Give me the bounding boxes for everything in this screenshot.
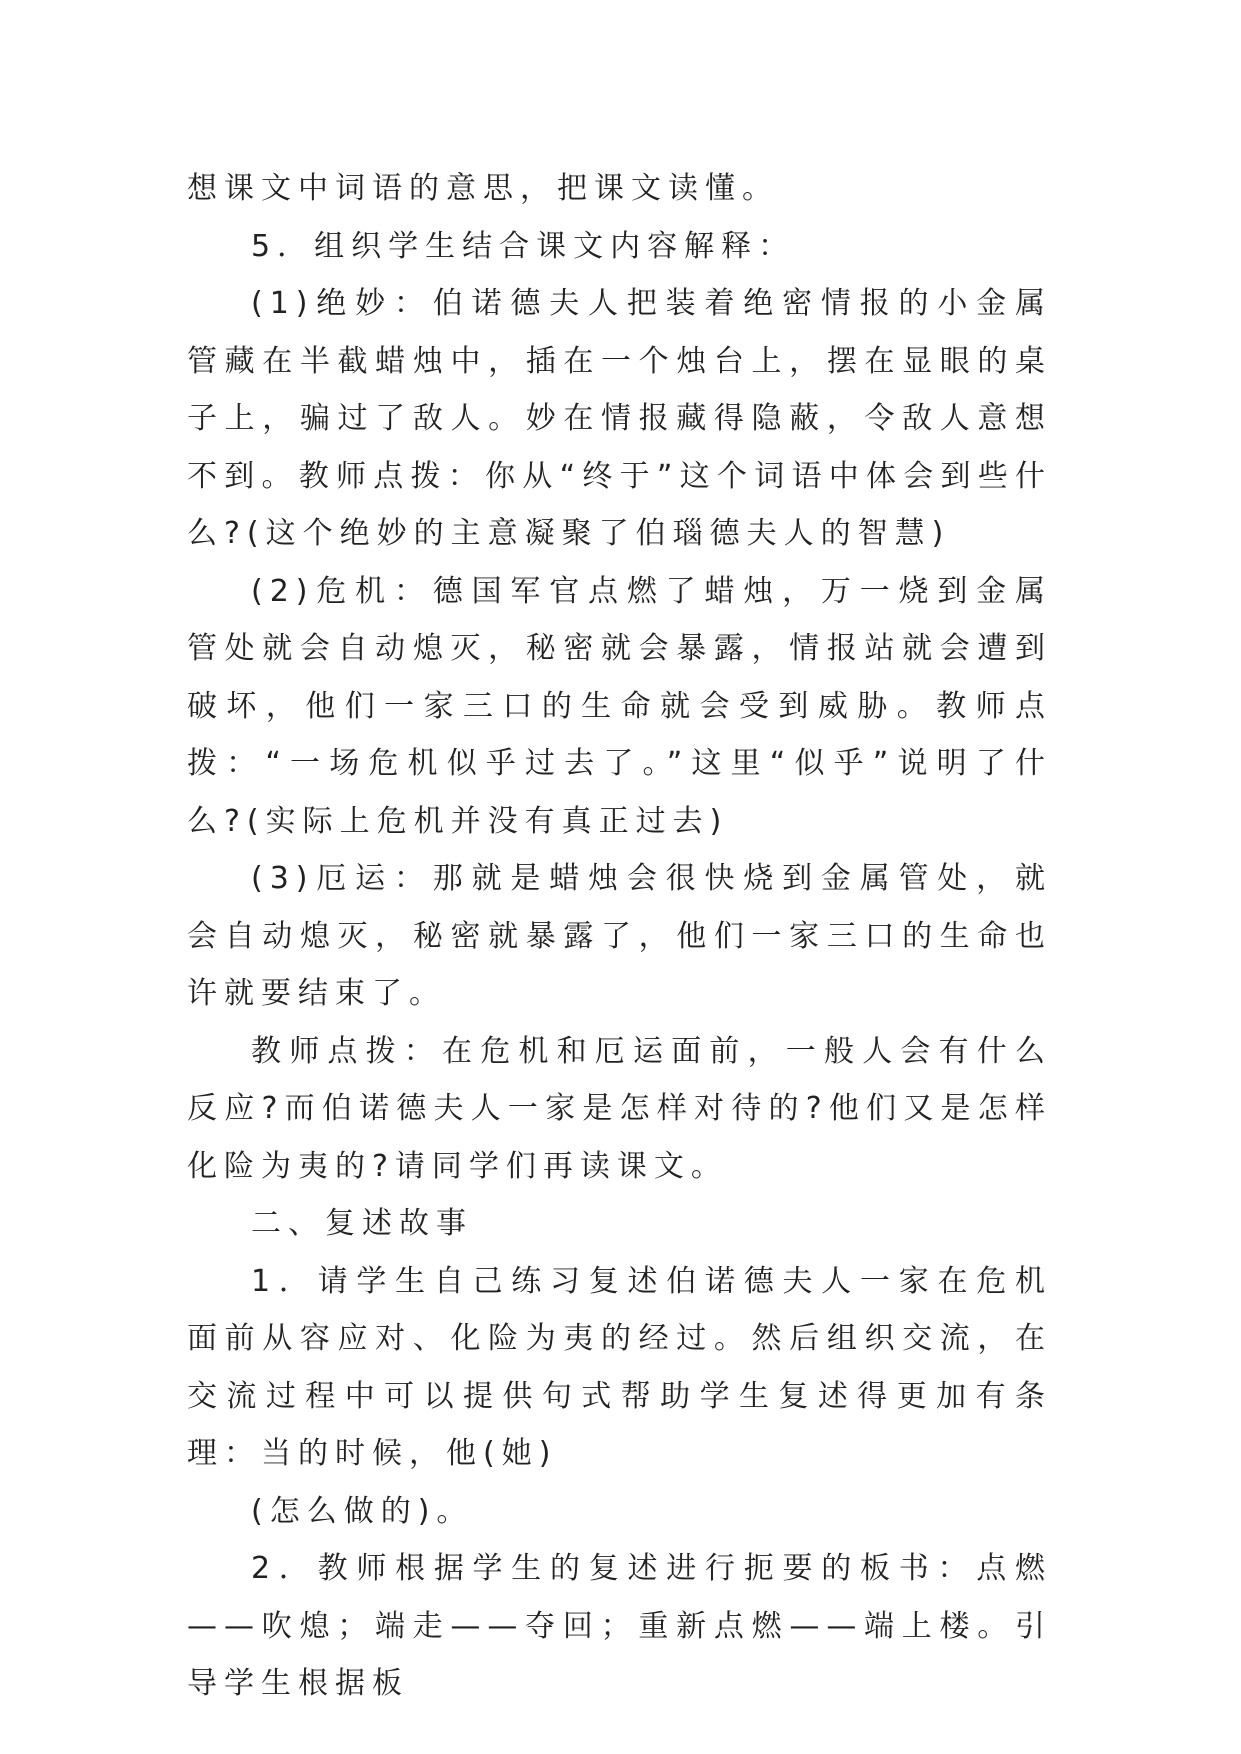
paragraph-continuation: 想课文中词语的意思，把课文读懂。 — [187, 171, 779, 206]
section-heading-retell-story: 二、复述故事 — [251, 1206, 473, 1241]
paragraph-item-1-retell: 1．请学生自己练习复述伯诺德夫人一家在危机面前从容应对、化险为夷的经过。然后组织交流，在交流过程中可以提供句式帮助学生复述得更加有条理：当的时候，他(她) — [187, 1263, 1052, 1471]
document-body — [187, 160, 1052, 1713]
paragraph-weiji: (2)危机：德国军官点燃了蜡烛，万一烧到金属管处就会自动熄灭，秘密就会暴露，情报站就会遭到破坏，他们一家三口的生命就会受到威胁。教师点拨：“一场危机似乎过去了。”这里“似乎”说明了什么?(实际上危机并没有真正过去) — [187, 573, 1052, 839]
paragraph-juemiao: (1)绝妙：伯诺德夫人把装着绝密情报的小金属管藏在半截蜡烛中，插在一个烛台上，摆在显眼的桌子上，骗过了敌人。妙在情报藏得隐蔽，令敌人意想不到。教师点拨：你从“终于”这个词语中体会到些什么?(这个绝妙的主意凝聚了伯瑙德夫人的智慧) — [187, 286, 1052, 551]
paragraph-item-2-blackboard: 2．教师根据学生的复述进行扼要的板书：点燃——吹熄；端走——夺回；重新点燃——端上楼。引导学生根据板 — [187, 1551, 1052, 1701]
paragraph-teacher-guidance: 教师点拨：在危机和厄运面前，一般人会有什么反应?而伯诺德夫人一家是怎样对待的?他们又是怎样化险为夷的?请同学们再读课文。 — [187, 1033, 1052, 1184]
paragraph-sentence-pattern: (怎么做的)。 — [251, 1493, 474, 1529]
paragraph-item-5-heading: 5．组织学生结合课文内容解释： — [251, 228, 796, 264]
paragraph-eyun: (3)厄运：那就是蜡烛会很快烧到金属管处，就会自动熄灭，秘密就暴露了，他们一家三口的生命也许就要结束了。 — [187, 861, 1052, 1011]
